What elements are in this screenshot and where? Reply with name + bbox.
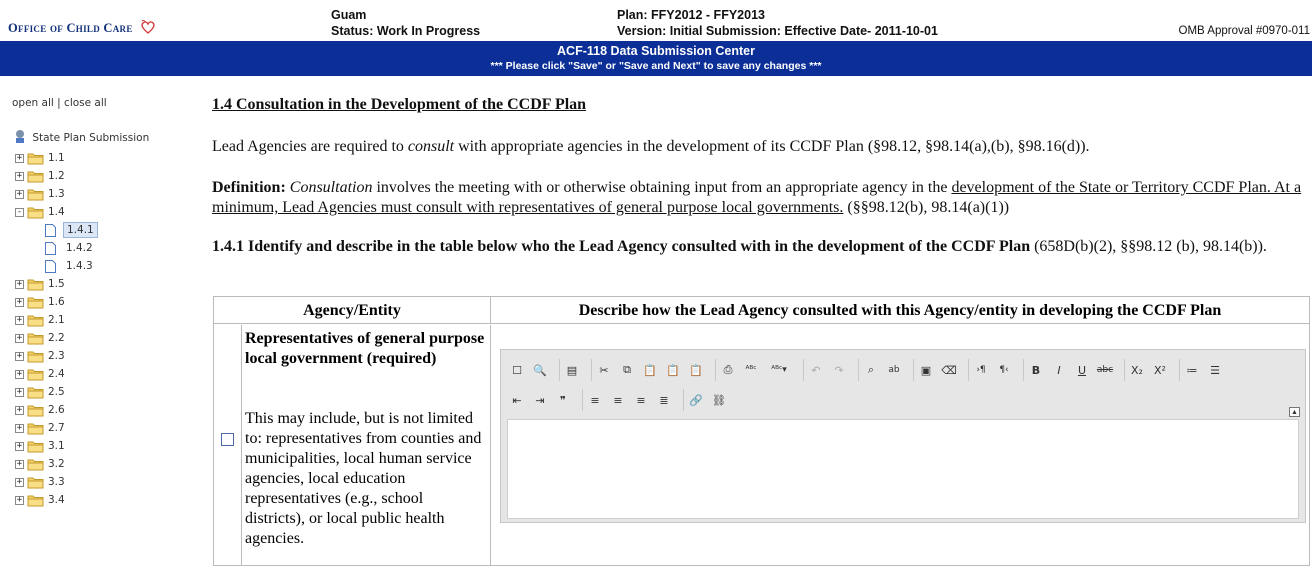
plan-period: Plan: FFY2012 - FFY2013 xyxy=(617,8,765,22)
paste-icon[interactable]: 📋 xyxy=(643,363,657,377)
folder-icon xyxy=(27,476,44,489)
folder-icon xyxy=(27,350,44,363)
separator: | xyxy=(57,97,61,109)
expand-node-icon[interactable]: + xyxy=(16,368,23,379)
superscript-icon[interactable]: X² xyxy=(1154,363,1166,377)
folder-icon xyxy=(27,278,44,291)
requirement-paragraph: Lead Agencies are required to consult with appropriate agencies in the development of its CCDF Plan (§98.12, §98.14(a),(b), §98.16(d)). xyxy=(212,138,1090,155)
expand-node-icon[interactable]: + xyxy=(16,332,23,343)
strike-icon[interactable]: abc xyxy=(1096,365,1114,375)
expand-node-icon[interactable]: + xyxy=(16,314,23,325)
toolbar-group xyxy=(507,389,576,411)
tree-folder-node[interactable] xyxy=(15,455,98,473)
agency-cell xyxy=(242,325,491,565)
tree xyxy=(15,149,98,509)
expand-node-icon[interactable]: + xyxy=(16,422,23,433)
page-icon xyxy=(45,260,56,273)
heart-logo-icon xyxy=(140,20,156,34)
tree-node-label: 2.3 xyxy=(48,350,65,362)
expand-node-icon[interactable]: + xyxy=(16,170,23,181)
tree-root[interactable] xyxy=(14,130,149,144)
tree-node-label: 3.3 xyxy=(48,476,65,488)
collapse-node-icon[interactable]: - xyxy=(16,206,23,217)
tree-folder-node[interactable] xyxy=(15,311,98,329)
tree-node-label: 2.7 xyxy=(48,422,65,434)
folder-icon xyxy=(27,152,44,165)
toolbar-group xyxy=(591,359,709,381)
editor-toolbar-row-2 xyxy=(507,388,738,412)
tree-node-label: 2.5 xyxy=(48,386,65,398)
folder-icon xyxy=(27,170,44,183)
toolbar-group xyxy=(582,389,677,411)
tree-node-label: 3.1 xyxy=(48,440,65,452)
banner-note: *** Please click "Save" or "Save and Next" to save any changes *** xyxy=(490,60,822,72)
tree-node-label: 1.1 xyxy=(48,152,65,164)
expand-node-icon[interactable]: + xyxy=(16,296,23,307)
indent-icon[interactable]: ⇥ xyxy=(535,393,545,407)
checkbox-cell xyxy=(214,325,242,565)
column-header-agency: Agency/Entity xyxy=(214,297,491,324)
tree-page-node[interactable] xyxy=(15,221,98,239)
folder-icon xyxy=(27,314,44,327)
tree-folder-node[interactable] xyxy=(15,383,98,401)
toolbar-group xyxy=(683,389,732,411)
tree-node-label: 2.2 xyxy=(48,332,65,344)
tree-node-label: 1.4 xyxy=(48,206,65,218)
subscript-icon[interactable]: X₂ xyxy=(1131,363,1143,377)
plan-info xyxy=(617,7,938,39)
tree-folder-node[interactable] xyxy=(15,293,98,311)
tree-page-node[interactable] xyxy=(15,239,98,257)
expand-node-icon[interactable]: + xyxy=(16,350,23,361)
definition-paragraph: Definition: Consultation involves the meeting with or otherwise obtaining input from an appropriate agency in the development of the State or Territory CCDF Plan. At a minimum, Lead Agencies must consult with representatives of general purpose local governments. (§§98.12(b), 98.14(a)(1)) xyxy=(212,179,1302,216)
sidebar xyxy=(0,76,200,557)
paste-word-icon[interactable]: 📋 xyxy=(689,363,703,377)
tree-node-label: 3.4 xyxy=(48,494,65,506)
folder-icon xyxy=(27,188,44,201)
tree-node-label: 1.4.2 xyxy=(66,242,93,254)
state-info xyxy=(331,7,480,39)
align-right-icon[interactable]: ≡ xyxy=(636,393,646,407)
office-of-child-care-logo: Office of Child Care xyxy=(8,20,156,36)
expand-node-icon[interactable]: + xyxy=(16,404,23,415)
collapse-toolbar-icon[interactable]: ▲ xyxy=(1289,407,1300,417)
preview-icon[interactable]: 🔍 xyxy=(533,363,547,377)
open-all-link[interactable]: open all xyxy=(12,97,54,109)
state-name: Guam xyxy=(331,8,367,22)
find-icon[interactable]: ⌕ xyxy=(867,363,875,376)
underline-icon[interactable]: U xyxy=(1077,363,1087,377)
folder-icon xyxy=(27,386,44,399)
redo-icon[interactable]: ↷ xyxy=(834,363,844,377)
editor-text-area[interactable] xyxy=(507,419,1299,519)
copy-icon[interactable]: ⧉ xyxy=(623,363,631,376)
expand-node-icon[interactable]: + xyxy=(16,440,23,451)
cut-icon[interactable]: ✂ xyxy=(599,363,609,377)
consultation-table xyxy=(213,296,1310,566)
unlink-icon[interactable]: ⛓ xyxy=(712,393,726,407)
tree-folder-node[interactable] xyxy=(15,203,98,221)
banner xyxy=(0,41,1312,76)
header xyxy=(0,0,1312,41)
tree-folder-node[interactable] xyxy=(15,491,98,509)
folder-icon xyxy=(27,296,44,309)
expand-node-icon[interactable]: + xyxy=(16,494,23,505)
omb-approval: OMB Approval #0970-011 xyxy=(1178,25,1310,37)
tree-node-label: 1.2 xyxy=(48,170,65,182)
italic-icon[interactable]: I xyxy=(1057,363,1061,377)
tree-folder-node[interactable] xyxy=(15,185,98,203)
expand-node-icon[interactable]: + xyxy=(16,476,23,487)
submission-status: Status: Work In Progress xyxy=(331,24,481,38)
ltr-icon[interactable]: ›¶ xyxy=(976,365,986,375)
tree-controls xyxy=(12,97,107,109)
folder-icon xyxy=(27,404,44,417)
toolbar-group xyxy=(968,359,1017,381)
tree-folder-node[interactable] xyxy=(15,167,98,185)
tree-node-label: 1.3 xyxy=(48,188,65,200)
tree-node-label: 2.4 xyxy=(48,368,65,380)
folder-icon xyxy=(27,368,44,381)
templates-icon[interactable]: ▤ xyxy=(566,363,578,377)
bulleted-list-icon[interactable]: ☰ xyxy=(1210,363,1220,377)
banner-title: ACF-118 Data Submission Center xyxy=(557,44,755,58)
tree-node-label: 3.2 xyxy=(48,458,65,470)
tree-root-label: State Plan Submission xyxy=(32,132,150,144)
align-left-icon[interactable]: ≡ xyxy=(590,393,600,407)
numbered-list-icon[interactable]: ≔ xyxy=(1186,363,1198,377)
folder-icon xyxy=(27,440,44,453)
tree-folder-node[interactable] xyxy=(15,329,98,347)
outdent-icon[interactable]: ⇤ xyxy=(512,393,522,407)
page-icon xyxy=(45,242,56,255)
spellcheck-dropdown-icon[interactable]: ᴬᴮᶜ▾ xyxy=(771,365,787,375)
tree-folder-node[interactable] xyxy=(15,275,98,293)
paste-text-icon[interactable]: 📋 xyxy=(666,363,680,377)
agency-checkbox[interactable] xyxy=(221,433,234,446)
tree-folder-node[interactable] xyxy=(15,473,98,491)
toolbar-group xyxy=(1023,359,1118,381)
toolbar-group xyxy=(715,359,797,381)
blockquote-icon[interactable]: ❞ xyxy=(560,393,566,407)
editor-toolbar-row-1 xyxy=(507,358,1234,382)
tree-node-label: 1.6 xyxy=(48,296,65,308)
tree-node-label: 1.4.3 xyxy=(66,260,93,272)
tree-folder-node[interactable] xyxy=(15,149,98,167)
toolbar-group xyxy=(803,359,852,381)
justify-icon[interactable]: ≣ xyxy=(659,393,669,407)
tree-folder-node[interactable] xyxy=(15,401,98,419)
tree-node-label: 1.5 xyxy=(48,278,65,290)
select-all-icon[interactable]: ▣ xyxy=(920,363,932,377)
close-all-link[interactable]: close all xyxy=(64,97,107,109)
link-icon[interactable]: 🔗 xyxy=(689,393,703,407)
toolbar-group xyxy=(1124,359,1173,381)
state-plan-icon xyxy=(14,130,26,143)
agency-title: Representatives of general purpose local government (required) xyxy=(245,330,485,367)
new-page-icon[interactable]: ☐ xyxy=(512,363,522,377)
toolbar-group xyxy=(507,359,553,381)
expand-node-icon[interactable]: + xyxy=(16,278,23,289)
folder-icon xyxy=(27,494,44,507)
toolbar-group xyxy=(913,359,962,381)
agency-description: This may include, but is not limited to: representatives from counties and municipalities, local human service agencies, local education representatives (e.g., school districts), or local public health agencies. xyxy=(245,410,482,547)
column-header-description: Describe how the Lead Agency consulted with this Agency/entity in developing the CCDF Plan xyxy=(491,297,1309,324)
folder-icon xyxy=(27,332,44,345)
question-paragraph: 1.4.1 Identify and describe in the table below who the Lead Agency consulted with in the development of the CCDF Plan (658D(b)(2), §§98.12 (b), 98.14(b)). xyxy=(212,238,1267,255)
folder-icon xyxy=(27,422,44,435)
expand-node-icon[interactable]: + xyxy=(16,152,23,163)
toolbar-group xyxy=(559,359,585,381)
remove-format-icon[interactable]: ⌫ xyxy=(941,363,957,377)
tree-node-label: 2.6 xyxy=(48,404,65,416)
bold-icon[interactable]: B xyxy=(1031,363,1041,377)
expand-node-icon[interactable]: + xyxy=(16,188,23,199)
page-icon xyxy=(45,224,56,237)
rtl-icon[interactable]: ¶‹ xyxy=(999,365,1009,375)
tree-folder-node[interactable] xyxy=(15,437,98,455)
tree-folder-node[interactable] xyxy=(15,347,98,365)
print-icon[interactable]: ⎙ xyxy=(723,363,733,376)
tree-folder-node[interactable] xyxy=(15,419,98,437)
folder-icon xyxy=(27,206,44,219)
replace-icon[interactable]: ab xyxy=(888,365,900,375)
section-title: 1.4 Consultation in the Development of the CCDF Plan xyxy=(212,96,587,113)
plan-version: Version: Initial Submission: Effective Date- 2011-10-01 xyxy=(617,24,938,38)
tree-node-label: 2.1 xyxy=(48,314,65,326)
undo-icon[interactable]: ↶ xyxy=(811,363,821,377)
expand-node-icon[interactable]: + xyxy=(16,386,23,397)
tree-node-label: 1.4.1 xyxy=(63,222,98,238)
toolbar-group xyxy=(858,359,907,381)
tree-folder-node[interactable] xyxy=(15,365,98,383)
tree-page-node[interactable] xyxy=(15,257,98,275)
folder-icon xyxy=(27,458,44,471)
spellcheck-icon[interactable]: ᴬᴮᶜ xyxy=(745,365,757,375)
toolbar-group xyxy=(1179,359,1228,381)
expand-node-icon[interactable]: + xyxy=(16,458,23,469)
align-center-icon[interactable]: ≡ xyxy=(613,393,623,407)
rich-text-editor xyxy=(500,349,1306,523)
